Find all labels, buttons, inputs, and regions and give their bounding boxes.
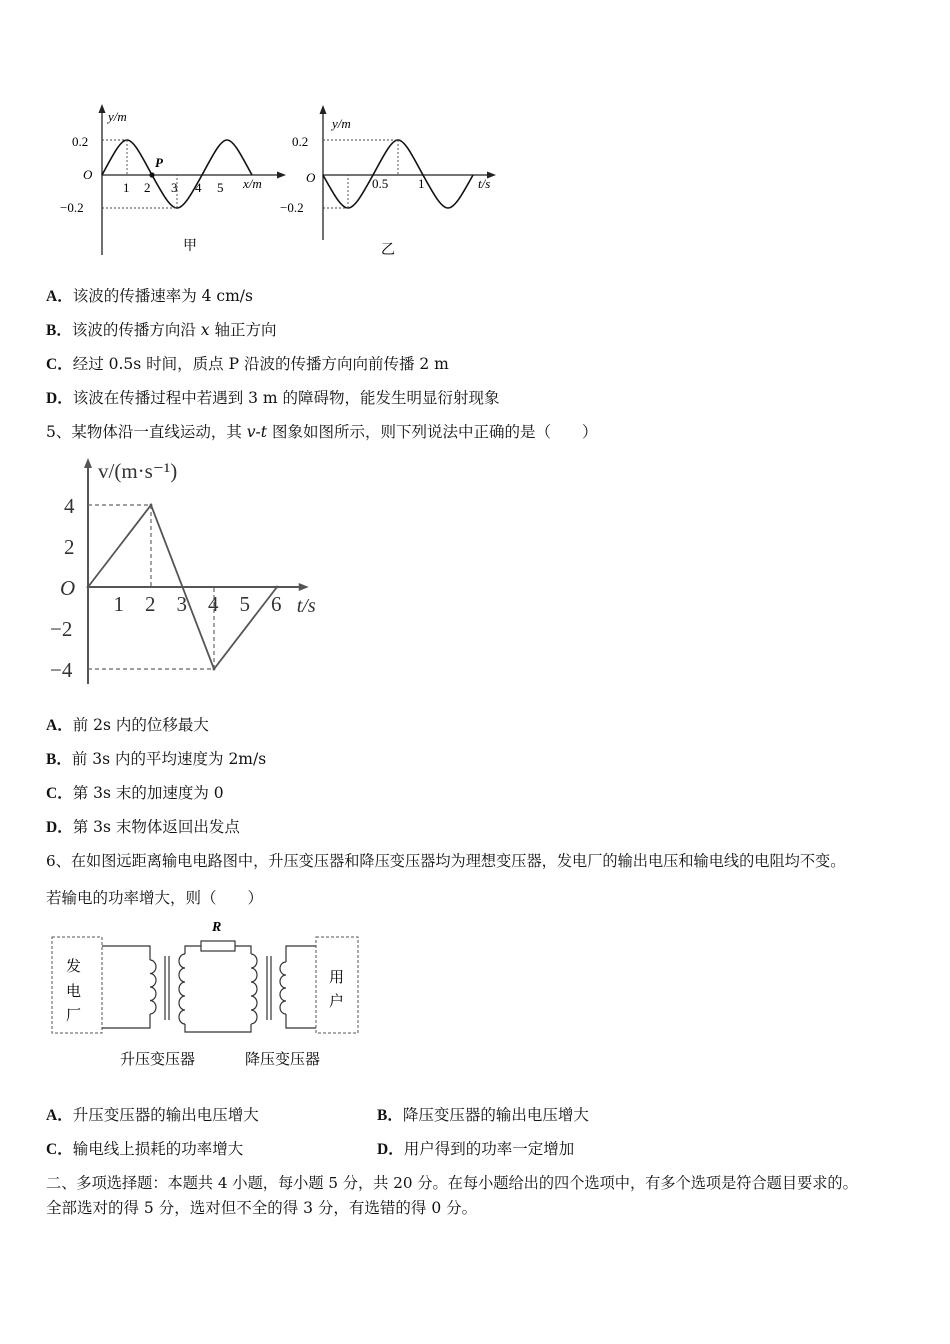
vt-data-point [87,586,90,589]
stepdown-primary-coil [251,954,257,1024]
section2-line2: 全部选对的得 5 分，选对但不全的得 3 分，有选错的得 0 分。 [46,1199,478,1217]
option-text: 升压变压器的输出电压增大 [72,1106,259,1124]
jia-xtick: 2 [144,180,151,195]
option-label: B． [46,322,72,339]
figure-yi [280,105,496,258]
jia-xlabel: x/m [243,176,262,191]
jia-caption: 甲 [183,239,197,254]
q5-stem-text: 图象如图所示，则下列说法中正确的是（ ） [267,423,598,441]
figure-jia [60,104,286,255]
vt-xtick-label: 4 [208,592,219,616]
vt-ytick-label: 2 [64,535,75,559]
q6-stem-line1: 6、在如图远距离输电电路图中，升压变压器和降压变压器均为理想变压器，发电厂的输出电压和输电线的电阻均不变。 [46,852,846,870]
yi-xtick: 1 [418,176,425,191]
transmission-circuit [46,916,366,1076]
point-p [149,172,154,177]
q4-option-d [46,388,500,409]
jia-ytick-bottom: −0.2 [60,200,84,215]
yi-origin: O [306,170,316,185]
option-label: B． [46,751,72,768]
q6-option-d [377,1139,574,1160]
jia-wave-curve [102,140,252,208]
vt-x-arrow [299,583,309,591]
jia-ytick-top: 0.2 [72,134,89,149]
vt-xtick-label: 3 [176,592,187,616]
option-text: 轴正方向 [209,321,277,339]
option-label: B． [377,1107,403,1124]
plant-char: 发 [66,959,82,975]
option-text: 前 3s 内的平均速度为 2m/s [71,750,267,768]
resistor-r [201,941,235,951]
option-text: 该波在传播过程中若遇到 3 m 的障碍物，能发生明显衍射现象 [72,389,500,407]
q5-option-a [46,715,209,736]
stepup-primary-coil [150,960,156,1014]
stepdown-caption: 降压变压器 [245,1052,321,1068]
plant-char: 电 [66,984,82,1000]
q4-option-b [46,320,276,341]
option-text: 该波的传播速率为 4 cm/s [72,287,253,305]
q5-stem-text: 5、某物体沿一直线运动，其 [46,423,247,441]
vt-xtick-label: 5 [239,592,250,616]
option-label: A． [46,288,73,305]
option-label: D． [46,390,73,407]
jia-xtick: 1 [123,180,130,195]
resistor-label: R [212,920,222,935]
option-text: 输电线上损耗的功率增大 [72,1140,244,1158]
q5-option-c [46,783,224,804]
option-text: 前 2s 内的位移最大 [72,716,209,734]
q5-option-b [46,749,266,770]
q6-option-b [377,1105,589,1126]
vt-data-point [150,504,153,507]
option-var: x [200,321,210,339]
q6-stem-line2: 若输电的功率增大，则（ ） [46,889,264,907]
user-char: 用 [329,970,345,986]
stepup-secondary-coil [179,954,185,1024]
vt-xtick-label: 1 [113,592,124,616]
vt-ytick-label: −4 [50,658,73,682]
vt-y-arrow [84,458,92,468]
option-text: 第 3s 末的加速度为 0 [72,784,224,802]
vt-ylabel: v/(m·s⁻¹) [98,459,178,483]
jia-ylabel: y/m [108,109,127,124]
jia-point-label: P [155,155,163,170]
option-label: A． [46,1107,73,1124]
option-text: 该波的传播方向沿 [71,321,201,339]
vt-origin-label: O [60,576,76,600]
option-label: A． [46,717,73,734]
option-label: D． [377,1141,404,1158]
vt-axes [84,458,309,684]
option-text: 用户得到的功率一定增加 [403,1140,575,1158]
yi-ytick-top: 0.2 [292,134,309,149]
jia-origin: O [83,167,93,182]
stepup-caption: 升压变压器 [120,1052,196,1068]
vt-chart [50,452,360,684]
q4-option-c [46,354,449,375]
q6-option-c [46,1139,243,1160]
vt-labels [50,459,316,682]
option-text: 第 3s 末物体返回出发点 [72,818,240,836]
option-text: 经过 0.5s 时间，质点 P 沿波的传播方向向前传播 2 m [72,355,449,373]
option-label: C． [46,785,73,802]
plant-char: 厂 [66,1008,82,1024]
q5-stem [46,422,597,442]
jia-xtick: 3 [171,180,178,195]
vt-xlabel: t/s [296,595,316,617]
user-char: 户 [329,994,345,1010]
yi-caption: 乙 [381,243,395,258]
q5-stem-var: v-t [246,423,268,441]
jia-xtick: 4 [195,180,202,195]
option-label: D． [46,819,73,836]
yi-ytick-bottom: −0.2 [280,200,304,215]
yi-xtick: 0.5 [372,176,389,191]
vt-xtick-label: 2 [145,592,156,616]
q4-option-a [46,286,253,307]
option-label: C． [46,356,73,373]
q6-option-a [46,1105,259,1126]
option-label: C． [46,1141,73,1158]
vt-data-point [213,668,216,671]
vt-ytick-label: −2 [50,617,73,641]
stepdown-secondary-coil [280,962,286,1014]
vt-data-point [276,586,279,589]
vt-ytick-label: 4 [64,494,75,518]
yi-xlabel: t/s [478,176,491,191]
q5-option-d [46,817,240,838]
yi-ylabel: y/m [332,116,351,131]
vt-xtick-label: 6 [271,592,282,616]
wave-figure [50,100,520,265]
jia-xtick: 5 [217,180,224,195]
section2-line1: 二、多项选择题：本题共 4 小题，每小题 5 分，共 20 分。在每小题给出的四个选项中，有多个选项是符合题目要求的。 [46,1174,858,1192]
option-text: 降压变压器的输出电压增大 [402,1106,589,1124]
